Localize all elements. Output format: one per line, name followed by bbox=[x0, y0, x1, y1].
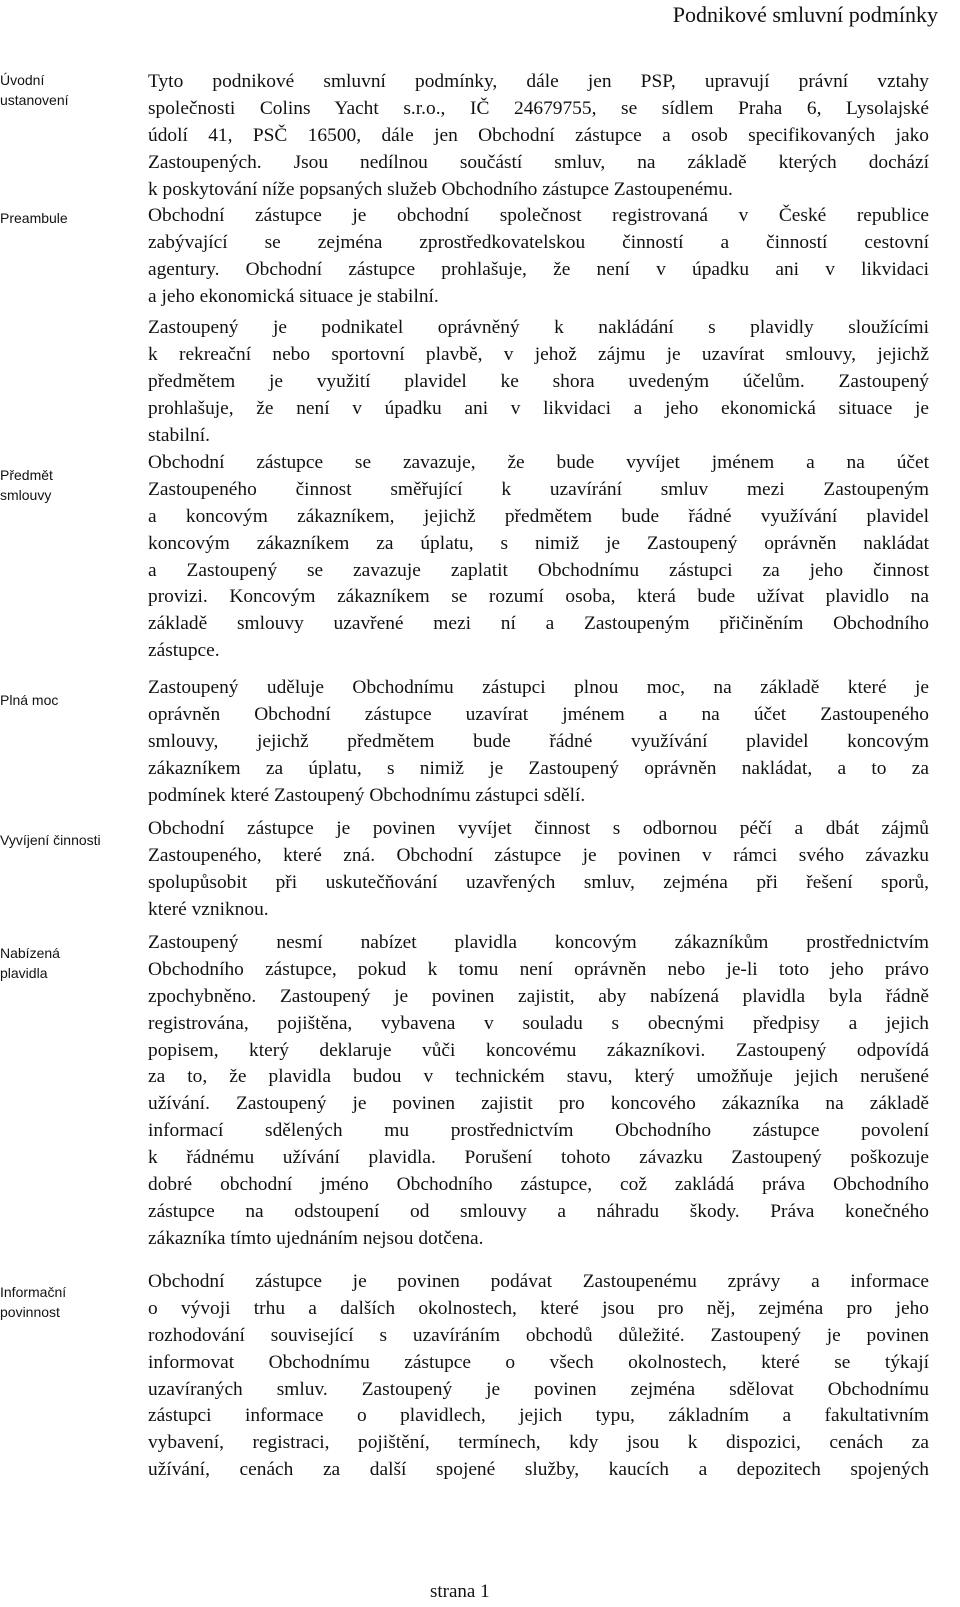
sidebar-heading-informacni-povinnost bbox=[0, 1282, 66, 1322]
paragraph-preamble-represented bbox=[148, 315, 929, 449]
paragraph-information-duty bbox=[148, 1269, 929, 1484]
sidebar-heading-line: Preambule bbox=[0, 210, 68, 226]
sidebar-heading-vyvijeni-cinnosti bbox=[0, 830, 101, 850]
sidebar-heading-uvodni-ustanoveni bbox=[0, 70, 69, 110]
text-line: o vývoji trhu a dalších okolnostech, které jsou pro něj, zejména pro jeho bbox=[148, 1297, 929, 1319]
text-line: které vzniknou. bbox=[148, 898, 269, 920]
text-line: předmětem je využití plavidel ke shora uvedeným účelům. Zastoupený bbox=[148, 370, 929, 392]
text-line: k rekreační nebo sportovní plavbě, v jehož zájmu je uzavírat smlouvy, jejichž bbox=[148, 343, 929, 365]
text-line: zabývající se zejména zprostředkovatelskou činností a činností cestovní bbox=[148, 231, 929, 253]
text-line: rozhodování související s uzavíráním obchodů důležité. Zastoupený je povinen bbox=[148, 1324, 929, 1346]
sidebar-heading-line: Nabízená bbox=[0, 945, 60, 961]
text-line: provizi. Koncovým zákazníkem se rozumí osoba, která bude užívat plavidlo na bbox=[148, 586, 929, 608]
text-line: Obchodní zástupce je povinen vyvíjet činnost s odbornou péčí a dbát zájmů bbox=[148, 818, 929, 839]
text-line: informací sdělených mu prostřednictvím Obchodního zástupce povolení bbox=[148, 1120, 929, 1142]
text-line: Obchodní zástupce se zavazuje, že bude vyvíjet jménem a na účet bbox=[148, 452, 929, 473]
paragraph-preamble-agent bbox=[148, 203, 929, 311]
text-line: Zastoupený nesmí nabízet plavidla koncovým zákazníkům prostřednictvím bbox=[148, 932, 929, 953]
text-line: k řádnému užívání plavidla. Porušení tohoto závazku Zastoupený poškozuje bbox=[148, 1147, 929, 1169]
paragraph-introduction bbox=[148, 69, 929, 203]
text-line: Tyto podnikové smluvní podmínky, dále jen PSP, upravují právní vztahy bbox=[148, 71, 929, 92]
sidebar-heading-preambule bbox=[0, 208, 68, 228]
sidebar-heading-nabizena-plavidla bbox=[0, 943, 60, 983]
text-line: Zastoupených. Jsou nedílnou součástí smluv, na základě kterých dochází bbox=[148, 151, 929, 173]
text-line: stabilní. bbox=[148, 424, 210, 446]
text-line: popisem, který deklaruje vůči koncovému zákazníkovi. Zastoupený odpovídá bbox=[148, 1039, 929, 1061]
sidebar-heading-line: Plná moc bbox=[0, 692, 59, 708]
paragraph-subject bbox=[148, 450, 929, 665]
sidebar-heading-plna-moc bbox=[0, 690, 58, 710]
text-line: základě smlouvy uzavřené mezi ní a Zastoupeným přičiněním Obchodního bbox=[148, 613, 929, 635]
text-line: agentury. Obchodní zástupce prohlašuje, že není v úpadku ani v likvidaci bbox=[148, 258, 929, 280]
text-line: Obchodního zástupce, pokud k tomu není oprávněn nebo je-li toto jeho právo bbox=[148, 958, 929, 980]
text-line: oprávněn Obchodní zástupce uzavírat jménem a na účet Zastoupeného bbox=[148, 703, 929, 725]
text-line: Zastoupený uděluje Obchodnímu zástupci plnou moc, na základě které je bbox=[148, 677, 929, 698]
sidebar-heading-predmet-smlouvy bbox=[0, 465, 53, 505]
text-line: prohlašuje, že není v úpadku ani v likvidaci a jeho ekonomická situace je bbox=[148, 397, 929, 419]
sidebar-heading-line: Informační bbox=[0, 1284, 67, 1300]
sidebar-heading-line: plavidla bbox=[0, 965, 48, 981]
text-line: zákazníkem za úplatu, s nimiž je Zastoupený oprávněn nakládat, a to za bbox=[148, 757, 929, 779]
paragraph-offered-vessels bbox=[148, 930, 929, 1253]
text-line: zástupce. bbox=[148, 640, 220, 662]
text-line: za to, že plavidla budou v technickém stavu, který umožňuje jejich nerušené bbox=[148, 1066, 929, 1088]
paragraph-activity bbox=[148, 816, 929, 924]
text-line: zpochybněno. Zastoupený je povinen zajistit, aby nabízená plavidla byla řádně bbox=[148, 985, 929, 1007]
sidebar-heading-line: povinnost bbox=[0, 1304, 60, 1320]
text-line: zákazníka tímto ujednáním nejsou dotčena. bbox=[148, 1227, 484, 1249]
text-line: zástupce na odstoupení od smlouvy a náhradu škody. Práva konečného bbox=[148, 1200, 929, 1222]
text-line: spolupůsobit při uskutečňování uzavřených smluv, zejména při řešení sporů, bbox=[148, 871, 929, 893]
document-header: Podnikové smluvní podmínky bbox=[672, 2, 938, 27]
text-line: dobré obchodní jméno Obchodního zástupce, což zakládá práva Obchodního bbox=[148, 1174, 929, 1196]
sidebar-heading-line: Úvodní bbox=[0, 72, 45, 88]
sidebar-heading-line: smlouvy bbox=[0, 487, 52, 503]
text-line: a Zastoupený se zavazuje zaplatit Obchodnímu zástupci za jeho činnost bbox=[148, 559, 929, 581]
text-line: zástupci informace o plavidlech, jejich typu, základním a fakultativním bbox=[148, 1405, 929, 1427]
text-line: užívání, cenách za další spojené služby, kaucích a depozitech spojených bbox=[148, 1459, 929, 1481]
text-line: Zastoupený je podnikatel oprávněný k nakládání s plavidly sloužícími bbox=[148, 317, 929, 338]
text-line: a koncovým zákazníkem, jejichž předmětem bude řádné využívání plavidel bbox=[148, 505, 929, 527]
text-line: smlouvy, jejichž předmětem bude řádné využívání plavidel koncovým bbox=[148, 730, 929, 752]
sidebar-heading-line: ustanovení bbox=[0, 92, 69, 108]
text-line: Zastoupeného činnost směřující k uzavírání smluv mezi Zastoupeným bbox=[148, 478, 929, 500]
text-line: podmínek které Zastoupený Obchodnímu zástupci sdělí. bbox=[148, 784, 586, 806]
text-line: vybavení, registraci, pojištění, termínech, kdy jsou k dispozici, cenách za bbox=[148, 1432, 929, 1454]
text-line: informovat Obchodnímu zástupce o všech okolnostech, které se týkají bbox=[148, 1351, 929, 1373]
paragraph-power-of-attorney bbox=[148, 675, 929, 809]
text-line: užívání. Zastoupený je povinen zajistit pro koncového zákazníka na základě bbox=[148, 1093, 929, 1115]
text-line: Zastoupeného, které zná. Obchodní zástupce je povinen v rámci svého závazku bbox=[148, 844, 929, 866]
text-line: Obchodní zástupce je povinen podávat Zastoupenému zprávy a informace bbox=[148, 1271, 929, 1292]
text-line: registrována, pojištěna, vybavena v souladu s obecnými předpisy a jejich bbox=[148, 1012, 929, 1034]
text-line: Obchodní zástupce je obchodní společnost registrovaná v České republice bbox=[148, 205, 929, 226]
text-line: koncovým zákazníkem za úplatu, s nimiž je Zastoupený oprávněn nakládat bbox=[148, 532, 929, 554]
sidebar-heading-line: Předmět bbox=[0, 467, 53, 483]
text-line: k poskytování níže popsaných služeb Obchodního zástupce Zastoupenému. bbox=[148, 178, 733, 200]
text-line: a jeho ekonomická situace je stabilní. bbox=[148, 285, 439, 307]
text-line: údolí 41, PSČ 16500, dále jen Obchodní zástupce a osob specifikovaných jako bbox=[148, 124, 929, 146]
text-line: uzavíraných smluv. Zastoupený je povinen zejména sdělovat Obchodnímu bbox=[148, 1378, 929, 1400]
sidebar-heading-line: Vyvíjení činnosti bbox=[0, 832, 101, 848]
page-number: strana 1 bbox=[430, 1581, 490, 1602]
text-line: společnosti Colins Yacht s.r.o., IČ 24679755, se sídlem Praha 6, Lysolajské bbox=[148, 97, 929, 119]
